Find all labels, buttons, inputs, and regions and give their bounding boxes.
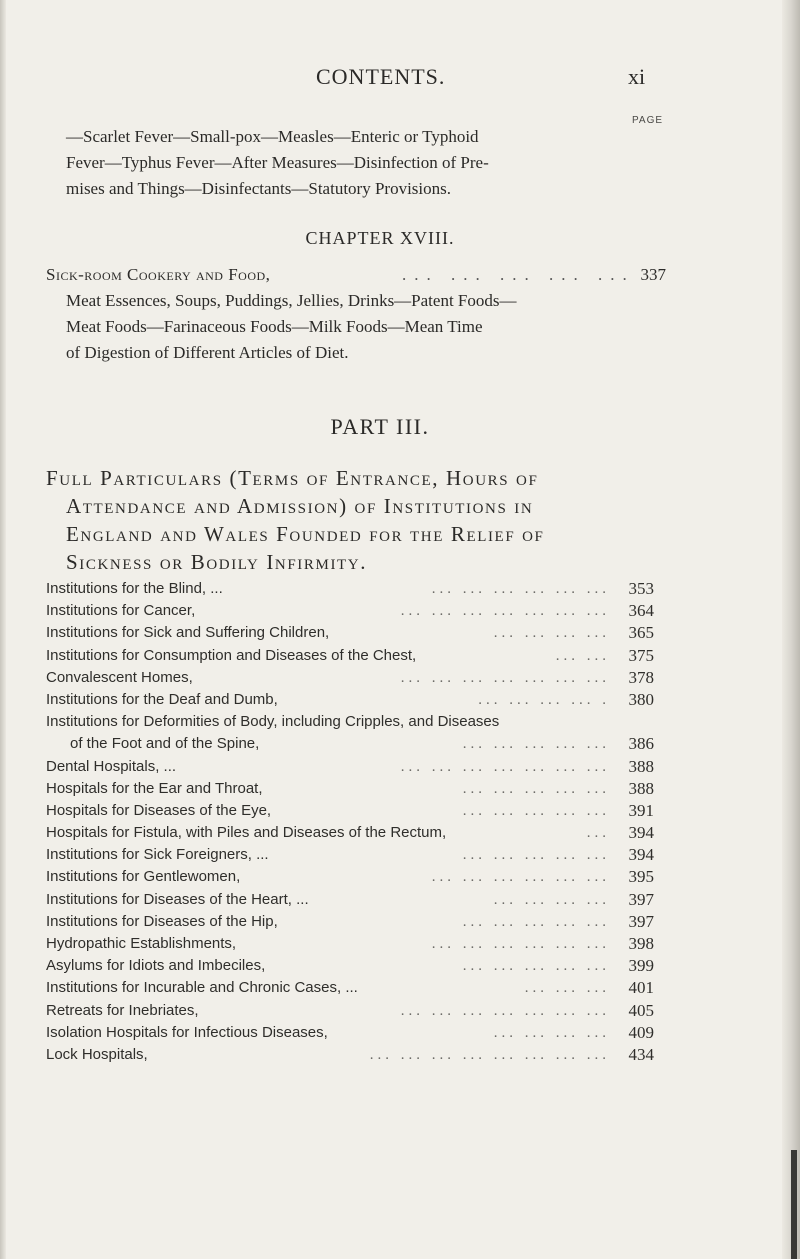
toc-entry-label: Hospitals for Diseases of the Eye, xyxy=(46,801,272,819)
toc-entry-label: Institutions for Cancer, xyxy=(46,602,196,620)
toc-entry-label: Lock Hospitals, xyxy=(46,1045,148,1063)
toc-entry-leader: ... ... ... ... . xyxy=(478,691,610,708)
page-header xyxy=(0,64,800,100)
toc-entry-leader: ... ... ... ... ... ... ... xyxy=(400,603,610,620)
chapter-summary-line: Meat Foods—Farinaceous Foods—Milk Foods—Mean Time xyxy=(66,317,483,336)
toc-entry xyxy=(46,822,654,844)
part-title xyxy=(46,464,666,576)
toc-entry-page: 397 xyxy=(628,889,654,909)
chapter-summary xyxy=(66,288,676,366)
toc-entry-page: 399 xyxy=(628,956,654,976)
toc-entry-page: 378 xyxy=(628,667,654,687)
page-column-label: PAGE xyxy=(632,115,664,126)
toc-entry-leader: ... ... ... ... ... xyxy=(462,802,610,819)
toc-entry-leader: ... ... ... ... ... ... xyxy=(431,869,610,886)
page-edge-right xyxy=(782,0,800,1259)
carryover-line: Fever—Typhus Fever—After Measures—Disinfection of Pre- xyxy=(66,153,489,172)
toc-entry xyxy=(46,578,654,600)
toc-entry xyxy=(46,711,654,733)
toc-entry xyxy=(46,844,654,866)
toc-entry-leader: ... ... ... ... ... ... xyxy=(431,581,610,597)
toc-entry-leader: ... ... ... ... ... ... ... xyxy=(400,758,610,775)
toc-entry xyxy=(46,689,654,711)
toc-entry-page: 409 xyxy=(628,1022,654,1042)
toc-entry-leader: ... ... ... ... ... ... ... xyxy=(400,1002,610,1019)
toc-entry-label: Hospitals for the Ear and Throat, xyxy=(46,779,263,797)
toc-entry-label: Institutions for Sick and Suffering Children, xyxy=(46,624,330,642)
toc-entry-page: 364 xyxy=(628,601,654,621)
toc-entry xyxy=(46,889,654,911)
chapter-leader: ... ... ... ... ... xyxy=(402,265,635,284)
toc-entry xyxy=(46,733,654,755)
toc-entry xyxy=(46,622,654,644)
institutions-list xyxy=(46,578,654,1066)
chapter-entry xyxy=(46,262,666,288)
toc-entry-page: 365 xyxy=(628,623,654,643)
part-title-line: Full Particulars (Terms of Entrance, Hours of xyxy=(46,466,539,490)
toc-entry-page: 380 xyxy=(628,689,654,709)
chapter-title: Sick-room Cookery and Food, xyxy=(46,265,271,284)
toc-entry-leader: ... ... ... xyxy=(524,980,610,997)
carryover-paragraph xyxy=(66,124,676,202)
toc-entry xyxy=(46,667,654,689)
page-edge-left xyxy=(0,0,6,1259)
toc-entry xyxy=(46,955,654,977)
toc-entry-label: Hydropathic Establishments, xyxy=(46,935,237,952)
toc-entry-leader: ... ... ... ... ... ... ... xyxy=(400,669,610,686)
toc-entry-leader: ... ... ... ... xyxy=(493,1024,610,1041)
toc-entry-page: 391 xyxy=(628,800,654,820)
toc-entry-label: Institutions for Consumption and Diseases of the Chest, xyxy=(46,646,417,664)
part-title-line: Sickness or Bodily Infirmity. xyxy=(66,550,368,574)
carryover-line: mises and Things—Disinfectants—Statutory Provisions. xyxy=(66,179,452,198)
toc-entry xyxy=(46,933,654,955)
toc-entry-leader: ... ... ... ... xyxy=(493,891,610,908)
chapter-summary-line: Meat Essences, Soups, Puddings, Jellies, Drinks—Patent Foods— xyxy=(66,291,517,310)
toc-entry-label: Isolation Hospitals for Infectious Diseases, xyxy=(46,1023,328,1041)
part-heading: PART III. xyxy=(330,414,430,439)
running-title: CONTENTS. xyxy=(316,64,446,89)
toc-entry-leader: ... ... xyxy=(555,647,610,664)
toc-entry-page: 401 xyxy=(628,978,654,998)
book-spine xyxy=(791,1150,797,1259)
toc-entry xyxy=(46,911,654,933)
toc-entry-label: Institutions for the Deaf and Dumb, xyxy=(46,690,278,708)
toc-entry xyxy=(46,977,654,999)
toc-entry-leader: ... ... ... ... ... ... ... ... xyxy=(369,1046,610,1063)
toc-entry-leader: ... ... ... ... xyxy=(493,625,610,642)
toc-entry xyxy=(46,1044,654,1066)
toc-entry-leader: ... ... ... ... ... xyxy=(462,958,610,975)
toc-entry-leader: ... ... ... ... ... xyxy=(462,780,610,797)
chapter-summary-line: of Digestion of Different Articles of Diet. xyxy=(66,343,349,362)
toc-entry-page: 386 xyxy=(628,734,654,754)
toc-entry xyxy=(46,1022,654,1044)
toc-entry-label: Hospitals for Fistula, with Piles and Diseases of the Rectum, xyxy=(46,824,447,842)
toc-entry xyxy=(46,778,654,800)
toc-entry-page: 434 xyxy=(628,1044,654,1064)
toc-entry xyxy=(46,756,654,778)
toc-entry xyxy=(46,800,654,822)
toc-entry xyxy=(46,645,654,667)
toc-entry-leader: ... ... ... ... ... xyxy=(462,847,610,864)
toc-entry-page: 394 xyxy=(628,823,654,843)
toc-entry-label: Dental Hospitals, ... xyxy=(46,757,177,775)
toc-entry-page: 394 xyxy=(628,845,654,865)
toc-entry-leader: ... ... ... ... ... ... xyxy=(431,936,610,952)
chapter-page: 337 xyxy=(640,265,666,284)
toc-entry-page: 388 xyxy=(628,778,654,798)
toc-entry xyxy=(46,866,654,888)
toc-entry xyxy=(46,1000,654,1022)
toc-entry-label: Institutions for the Blind, ... xyxy=(46,580,223,597)
toc-entry-page: 405 xyxy=(628,1000,654,1020)
toc-entry-label: Institutions for Diseases of the Hip, xyxy=(46,912,278,930)
carryover-line: —Scarlet Fever—Small-pox—Measles—Enteric or Typhoid xyxy=(66,127,479,146)
toc-entry-label: Asylums for Idiots and Imbeciles, xyxy=(46,957,266,975)
toc-entry-label: Retreats for Inebriates, xyxy=(46,1001,199,1019)
toc-entry-leader: ... ... ... ... ... xyxy=(462,736,610,753)
toc-entry-leader: ... xyxy=(586,825,610,842)
part-title-line: Attendance and Admission) of Institutions in xyxy=(66,494,534,518)
toc-entry-leader: ... ... ... ... ... xyxy=(462,913,610,930)
toc-entry-label: Institutions for Incurable and Chronic Cases, ... xyxy=(46,979,358,997)
toc-entry-label: Institutions for Gentlewomen, xyxy=(46,868,241,886)
toc-entry-page: 388 xyxy=(628,756,654,776)
page-number: xi xyxy=(628,64,646,89)
toc-entry-label: Convalescent Homes, xyxy=(46,668,193,686)
toc-entry-label: Institutions for Diseases of the Heart, ... xyxy=(46,890,309,908)
toc-entry-label: of the Foot and of the Spine, xyxy=(70,735,260,753)
toc-entry-page: 395 xyxy=(628,867,654,887)
toc-entry-page: 353 xyxy=(628,579,654,598)
toc-entry-label: Institutions for Sick Foreigners, ... xyxy=(46,846,269,864)
chapter-heading: CHAPTER XVIII. xyxy=(305,228,455,248)
toc-entry xyxy=(46,600,654,622)
toc-entry-page: 397 xyxy=(628,911,654,931)
toc-entry-label: Institutions for Deformities of Body, including Cripples, and Diseases xyxy=(46,713,500,731)
toc-entry-page: 375 xyxy=(628,645,654,665)
toc-entry-page: 398 xyxy=(628,934,654,953)
part-title-line: England and Wales Founded for the Relief of xyxy=(66,522,545,546)
